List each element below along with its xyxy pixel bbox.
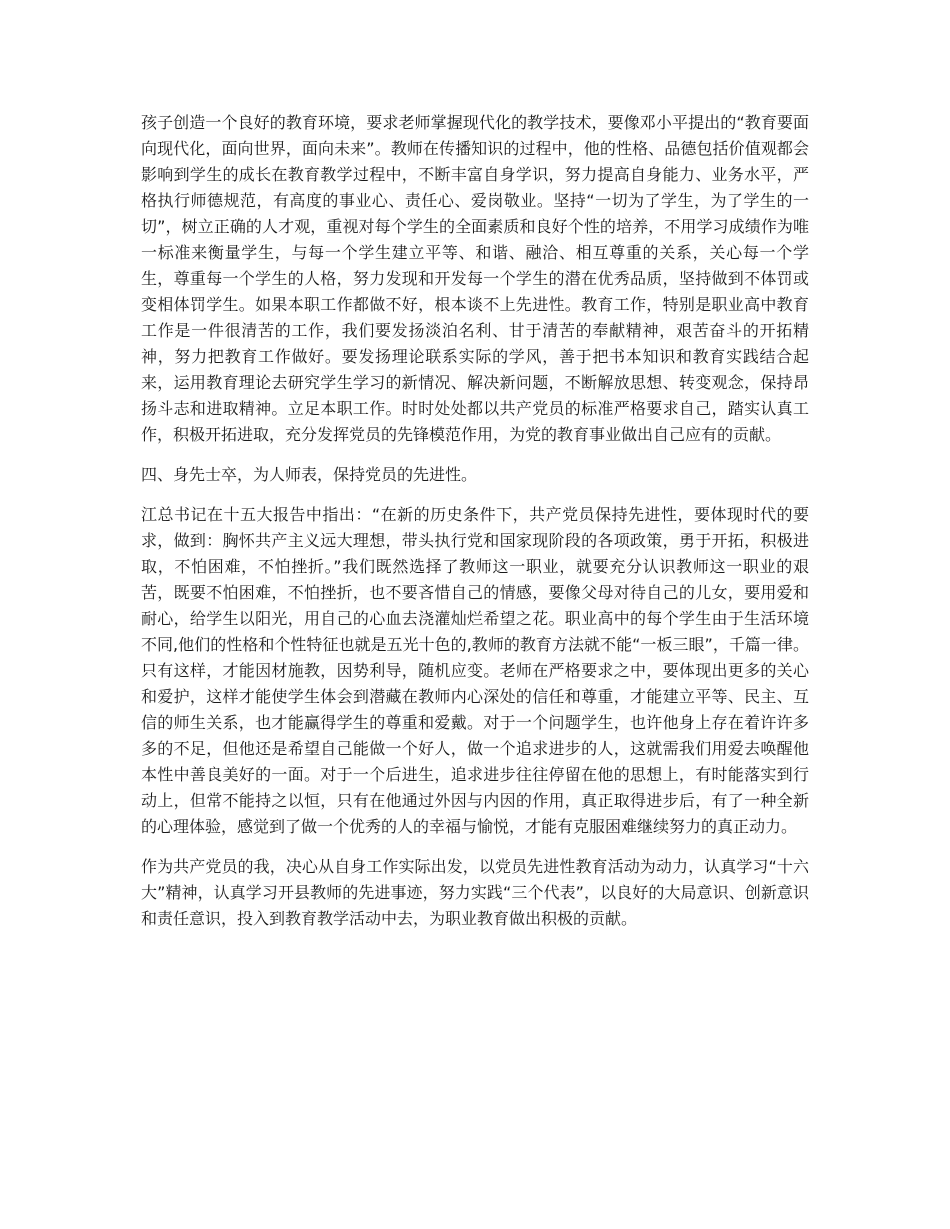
document-body bbox=[141, 110, 809, 946]
paragraph-continued: 孩子创造一个良好的教育环境，要求老师掌握现代化的教学技术，要像邓小平提出的“教育要面向现代化，面向世界，面向未来”。教师在传播知识的过程中，他的性格、品德包括价值观都会影响到学生的成长在教育教学过程中，不断丰富自身学识，努力提高自身能力、业务水平，严格执行师德规范，有高度的事业心、责任心、爱岗敬业。坚持“一切为了学生，为了学生的一切”，树立正确的人才观，重视对每个学生的全面素质和良好个性的培养，不用学习成绩作为唯一标准来衡量学生，与每一个学生建立平等、和谐、融洽、相互尊重的关系，关心每一个学生，尊重每一个学生的人格，努力发现和开发每一个学生的潜在优秀品质，坚持做到不体罚或变相体罚学生。如果本职工作都做不好，根本谈不上先进性。教育工作，特别是职业高中教育工作是一件很清苦的工作，我们要发扬淡泊名利、甘于清苦的奉献精神，艰苦奋斗的开拓精神，努力把教育工作做好。要发扬理论联系实际的学风，善于把书本知识和教育实践结合起来，运用教育理论去研究学生学习的新情况、解决新问题，不断解放思想、转变观念，保持昂扬斗志和进取精神。立足本职工作。时时处处都以共产党员的标准严格要求自己，踏实认真工作，积极开拓进取，充分发挥党员的先锋模范作用，为党的教育事业做出自己应有的贡献。 bbox=[141, 113, 809, 444]
section-heading: 四、身先士卒，为人师表，保持党员的先进性。 bbox=[141, 465, 478, 484]
paragraph-conclusion: 作为共产党员的我，决心从自身工作实际出发，以党员先进性教育活动为动力，认真学习“十六大”精神，认真学习开县教师的先进事迹，努力实践“三个代表”，以良好的大局意识、创新意识和责任意识，投入到教育教学活动中去，为职业教育做出积极的贡献。 bbox=[141, 857, 809, 928]
paragraph-quote: 江总书记在十五大报告中指出：“在新的历史条件下，共产党员保持先进性，要体现时代的要求，做到：胸怀共产主义远大理想，带头执行党和国家现阶段的各项政策，勇于开拓，积极进取，不怕困难，不怕挫折。”我们既然选择了教师这一职业，就要充分认识教师这一职业的艰苦，既要不怕困难，不怕挫折，也不要吝惜自己的情感，要像父母对待自己的儿女，要用爱和耐心，给学生以阳光，用自己的心血去浇灌灿烂希望之花。职业高中的每个学生由于生活环境不同,他们的性格和个性特征也就是五光十色的,教师的教育方法就不能“一板三眼”，千篇一律。只有这样，才能因材施教，因势利导，随机应变。老师在严格要求之中，要体现出更多的关心和爱护，这样才能使学生体会到潜藏在教师内心深处的信任和尊重，才能建立平等、民主、互信的师生关系，也才能赢得学生的尊重和爱戴。对于一个问题学生，也许他身上存在着许许多多的不足，但他还是希望自己能做一个好人，做一个追求进步的人，这就需我们用爱去唤醒他本性中善良美好的一面。对于一个后进生，追求进步往往停留在他的思想上，有时能落实到行动上，但常不能持之以恒，只有在他通过外因与内因的作用，真正取得进步后，有了一种全新的心理体验，感觉到了做一个优秀的人的幸福与愉悦，才能有克服困难继续努力的真正动力。 bbox=[141, 505, 809, 836]
